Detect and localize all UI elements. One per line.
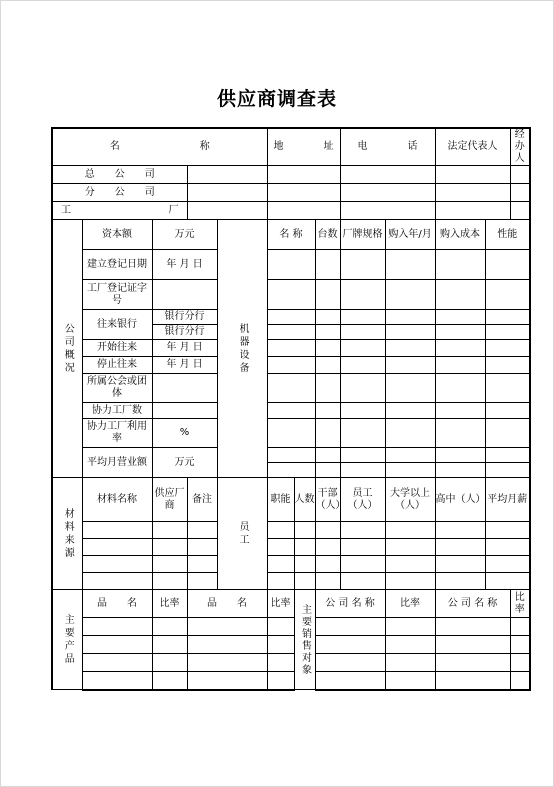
- factory-legal-cell[interactable]: [435, 202, 510, 220]
- sales-col-ratio-1: 比率: [385, 590, 435, 618]
- machine-col-count: 台数: [315, 220, 340, 250]
- name-header: 名 称: [52, 128, 267, 166]
- blank-cell[interactable]: [152, 556, 187, 573]
- blank-cell[interactable]: [435, 539, 485, 556]
- blank-cell[interactable]: [385, 419, 435, 448]
- blank-cell[interactable]: [385, 573, 435, 590]
- blank-cell[interactable]: [385, 672, 435, 690]
- staff-label: 员工: [217, 478, 267, 590]
- machine-col-purchase-date: 购入年/月: [385, 220, 435, 250]
- blank-cell[interactable]: [152, 618, 187, 636]
- blank-cell[interactable]: [82, 672, 152, 690]
- blank-cell[interactable]: [435, 357, 485, 374]
- sales-col-company-1: 公 司 名 称: [315, 590, 385, 618]
- stop-label: 停止往来: [82, 357, 152, 374]
- blank-cell[interactable]: [385, 448, 435, 463]
- blank-cell[interactable]: [340, 403, 385, 419]
- factory-row: [52, 202, 530, 220]
- table-row: [52, 448, 530, 463]
- blank-cell[interactable]: [187, 573, 217, 590]
- blank-cell[interactable]: [485, 448, 530, 463]
- coop-util-label: 协力工厂利用率: [82, 419, 152, 448]
- blank-cell[interactable]: [340, 419, 385, 448]
- table-row: [52, 672, 530, 690]
- branch-handler-cell[interactable]: [510, 184, 530, 202]
- factory-handler-cell[interactable]: [510, 202, 530, 220]
- factory-label: 工 厂: [52, 202, 187, 220]
- machine-equipment-label: 机器设备: [217, 220, 267, 478]
- blank-cell[interactable]: [435, 654, 510, 672]
- blank-cell[interactable]: [315, 403, 340, 419]
- blank-cell[interactable]: [152, 654, 187, 672]
- blank-cell[interactable]: [315, 463, 340, 478]
- machine-col-brand: 厂牌规格: [340, 220, 385, 250]
- blank-cell[interactable]: [315, 636, 385, 654]
- blank-cell[interactable]: [435, 403, 485, 419]
- blank-cell[interactable]: [485, 419, 530, 448]
- bank-branch-2[interactable]: 银行分行: [152, 325, 217, 340]
- blank-cell[interactable]: [294, 522, 315, 539]
- blank-cell[interactable]: [385, 357, 435, 374]
- blank-cell[interactable]: [385, 403, 435, 419]
- blank-cell[interactable]: [385, 310, 435, 325]
- blank-cell[interactable]: [435, 556, 485, 573]
- blank-cell[interactable]: [82, 522, 152, 539]
- branch-address-cell[interactable]: [267, 184, 340, 202]
- table-row: [52, 403, 530, 419]
- blank-cell[interactable]: [267, 403, 315, 419]
- capital-label: 资本额: [82, 220, 152, 250]
- blank-cell[interactable]: [435, 419, 485, 448]
- blank-cell[interactable]: [435, 522, 485, 539]
- material-col-supplier: 供应厂商: [152, 478, 187, 522]
- blank-cell[interactable]: [485, 539, 530, 556]
- header-row: [52, 128, 530, 166]
- blank-cell[interactable]: [267, 419, 315, 448]
- material-col-name: 材料名称: [82, 478, 152, 522]
- blank-cell[interactable]: [267, 340, 315, 357]
- blank-cell[interactable]: [485, 310, 530, 325]
- blank-cell[interactable]: [315, 325, 340, 340]
- main-sales-label: 主要销售对象: [294, 590, 315, 690]
- blank-cell[interactable]: [294, 573, 315, 590]
- blank-cell[interactable]: [385, 463, 435, 478]
- blank-cell[interactable]: [187, 522, 217, 539]
- blank-cell[interactable]: [267, 672, 294, 690]
- blank-cell[interactable]: [485, 357, 530, 374]
- table-row: [52, 374, 530, 403]
- blank-cell[interactable]: [187, 556, 217, 573]
- blank-cell[interactable]: [340, 573, 385, 590]
- coop-count-label: 协力工厂数: [82, 403, 152, 419]
- page-title: 供应商调查表: [216, 88, 337, 110]
- blank-cell[interactable]: [385, 618, 435, 636]
- factory-name-cell[interactable]: [187, 202, 267, 220]
- blank-cell[interactable]: [82, 636, 152, 654]
- staff-col-college: 大学以上（人）: [385, 478, 435, 522]
- blank-cell[interactable]: [435, 250, 485, 280]
- blank-cell[interactable]: [187, 539, 217, 556]
- head-office-phone-cell[interactable]: [340, 166, 435, 184]
- table-row: [52, 357, 530, 374]
- blank-cell[interactable]: [340, 280, 385, 310]
- sales-col-company-2: 公 司 名 称: [435, 590, 510, 618]
- blank-cell[interactable]: [315, 522, 340, 539]
- blank-cell[interactable]: [435, 340, 485, 357]
- blank-cell[interactable]: [315, 672, 385, 690]
- factory-reg-value[interactable]: [152, 280, 217, 310]
- blank-cell[interactable]: [315, 556, 340, 573]
- table-row: [52, 478, 530, 522]
- blank-cell[interactable]: [82, 618, 152, 636]
- blank-cell[interactable]: [267, 654, 294, 672]
- blank-cell[interactable]: [187, 618, 267, 636]
- blank-cell[interactable]: [485, 403, 530, 419]
- blank-cell[interactable]: [385, 340, 435, 357]
- blank-cell[interactable]: [385, 325, 435, 340]
- blank-cell[interactable]: [315, 654, 385, 672]
- factory-reg-label: 工厂登记证字号: [82, 280, 152, 310]
- coop-util-percent[interactable]: %: [152, 419, 217, 448]
- blank-cell[interactable]: [385, 374, 435, 403]
- table-row: [52, 539, 530, 556]
- blank-cell[interactable]: [435, 448, 485, 463]
- blank-cell[interactable]: [315, 618, 385, 636]
- sales-col-ratio-2: 比率: [510, 590, 530, 618]
- staff-col-employee: 员工（人）: [340, 478, 385, 522]
- blank-cell[interactable]: [485, 463, 530, 478]
- blank-cell[interactable]: [510, 636, 530, 654]
- reg-date-label: 建立登记日期: [82, 250, 152, 280]
- blank-cell[interactable]: [385, 556, 435, 573]
- blank-cell[interactable]: [315, 573, 340, 590]
- blank-cell[interactable]: [267, 325, 315, 340]
- table-row: [52, 280, 530, 310]
- phone-header: 电 话: [340, 128, 435, 166]
- blank-cell[interactable]: [485, 340, 530, 357]
- head-office-address-cell[interactable]: [267, 166, 340, 184]
- blank-cell[interactable]: [340, 463, 385, 478]
- handler-header: 经办人: [510, 128, 530, 166]
- blank-cell[interactable]: [82, 573, 152, 590]
- blank-cell[interactable]: [152, 522, 187, 539]
- blank-cell[interactable]: [435, 573, 485, 590]
- blank-cell[interactable]: [510, 618, 530, 636]
- reg-date-value[interactable]: 年 月 日: [152, 250, 217, 280]
- blank-cell[interactable]: [340, 250, 385, 280]
- blank-cell[interactable]: [294, 539, 315, 556]
- head-office-row: [52, 166, 530, 184]
- branch-row: [52, 184, 530, 202]
- blank-cell[interactable]: [294, 556, 315, 573]
- blank-cell[interactable]: [315, 357, 340, 374]
- table-row: [52, 250, 530, 280]
- machine-col-performance: 性能: [485, 220, 530, 250]
- blank-cell[interactable]: [267, 280, 315, 310]
- table-row: [52, 522, 530, 539]
- blank-cell[interactable]: [340, 340, 385, 357]
- blank-cell[interactable]: [315, 539, 340, 556]
- blank-cell[interactable]: [510, 672, 530, 690]
- table-row: [52, 654, 530, 672]
- blank-cell[interactable]: [340, 357, 385, 374]
- table-row: [52, 220, 530, 250]
- blank-cell[interactable]: [315, 280, 340, 310]
- blank-cell[interactable]: [82, 539, 152, 556]
- blank-cell[interactable]: [510, 654, 530, 672]
- blank-cell[interactable]: [340, 448, 385, 463]
- legal-rep-header: 法定代表人: [435, 128, 510, 166]
- blank-cell[interactable]: [485, 280, 530, 310]
- product-col-ratio-2: 比率: [267, 590, 294, 618]
- blank-cell[interactable]: [187, 654, 267, 672]
- main-products-label: 主要产品: [52, 590, 82, 690]
- branch-phone-cell[interactable]: [340, 184, 435, 202]
- product-col-ratio-1: 比率: [152, 590, 187, 618]
- head-office-label: 总 公 司: [52, 166, 187, 184]
- blank-cell[interactable]: [435, 310, 485, 325]
- table-row: [52, 419, 530, 448]
- blank-cell[interactable]: [267, 636, 294, 654]
- blank-cell[interactable]: [435, 325, 485, 340]
- blank-cell[interactable]: [435, 374, 485, 403]
- blank-cell[interactable]: [267, 618, 294, 636]
- blank-cell[interactable]: [152, 636, 187, 654]
- blank-cell[interactable]: [267, 463, 315, 478]
- staff-col-function: 职能: [267, 478, 294, 522]
- blank-cell[interactable]: [385, 539, 435, 556]
- product-col-name-2: 品 名: [187, 590, 267, 618]
- table-row: [52, 310, 530, 325]
- factory-address-cell[interactable]: [267, 202, 340, 220]
- material-col-remark: 备注: [187, 478, 217, 522]
- table-row: [52, 556, 530, 573]
- blank-cell[interactable]: [82, 556, 152, 573]
- blank-cell[interactable]: [187, 672, 267, 690]
- blank-cell[interactable]: [435, 280, 485, 310]
- blank-cell[interactable]: [267, 250, 315, 280]
- machine-col-cost: 购入成本: [435, 220, 485, 250]
- blank-cell[interactable]: [435, 672, 510, 690]
- blank-cell[interactable]: [385, 280, 435, 310]
- capital-unit: 万元: [152, 220, 217, 250]
- factory-phone-cell[interactable]: [340, 202, 435, 220]
- blank-cell[interactable]: [485, 522, 530, 539]
- start-date[interactable]: 年 月 日: [152, 340, 217, 357]
- blank-cell[interactable]: [340, 539, 385, 556]
- blank-cell[interactable]: [340, 374, 385, 403]
- blank-cell[interactable]: [485, 573, 530, 590]
- blank-cell[interactable]: [315, 310, 340, 325]
- blank-cell[interactable]: [485, 325, 530, 340]
- start-label: 开始往来: [82, 340, 152, 357]
- assoc-label: 所属公会或团体: [82, 374, 152, 403]
- blank-cell[interactable]: [152, 573, 187, 590]
- blank-cell[interactable]: [385, 522, 435, 539]
- blank-cell[interactable]: [267, 556, 294, 573]
- blank-cell[interactable]: [267, 374, 315, 403]
- blank-cell[interactable]: [267, 448, 315, 463]
- blank-cell[interactable]: [267, 522, 294, 539]
- blank-cell[interactable]: [152, 672, 187, 690]
- blank-cell[interactable]: [267, 573, 294, 590]
- blank-cell[interactable]: [485, 374, 530, 403]
- blank-cell[interactable]: [340, 522, 385, 539]
- avg-revenue-unit: 万元: [152, 448, 217, 478]
- blank-cell[interactable]: [435, 618, 510, 636]
- blank-cell[interactable]: [315, 448, 340, 463]
- branch-label: 分 公 司: [52, 184, 187, 202]
- branch-legal-cell[interactable]: [435, 184, 510, 202]
- blank-cell[interactable]: [385, 636, 435, 654]
- blank-cell[interactable]: [315, 250, 340, 280]
- avg-revenue-label: 平均月营业额: [82, 448, 152, 478]
- product-col-name-1: 品 名: [82, 590, 152, 618]
- blank-cell[interactable]: [187, 636, 267, 654]
- address-header: 地 址: [267, 128, 340, 166]
- blank-cell[interactable]: [315, 340, 340, 357]
- blank-cell[interactable]: [385, 654, 435, 672]
- blank-cell[interactable]: [340, 310, 385, 325]
- blank-cell[interactable]: [152, 539, 187, 556]
- stop-date[interactable]: 年 月 日: [152, 357, 217, 374]
- head-office-name-cell[interactable]: [187, 166, 267, 184]
- table-row: [52, 636, 530, 654]
- table-row: [52, 573, 530, 590]
- staff-col-cadre: 干部（人）: [315, 478, 340, 522]
- blank-cell[interactable]: [485, 250, 530, 280]
- blank-cell[interactable]: [315, 419, 340, 448]
- table-row: [52, 618, 530, 636]
- blank-cell[interactable]: [340, 325, 385, 340]
- staff-col-highschool: 高中（人）: [435, 478, 485, 522]
- staff-col-avg-salary: 平均月薪: [485, 478, 530, 522]
- branch-name-cell[interactable]: [187, 184, 267, 202]
- blank-cell[interactable]: [485, 556, 530, 573]
- blank-cell[interactable]: [435, 636, 510, 654]
- blank-cell[interactable]: [267, 310, 315, 325]
- head-office-handler-cell[interactable]: [510, 166, 530, 184]
- blank-cell[interactable]: [435, 463, 485, 478]
- coop-count-value[interactable]: [152, 403, 217, 419]
- blank-cell[interactable]: [267, 357, 315, 374]
- machine-col-name: 名 称: [267, 220, 315, 250]
- company-overview-label: 公司概况: [52, 220, 82, 478]
- bank-label: 往来银行: [82, 310, 152, 340]
- assoc-value[interactable]: [152, 374, 217, 403]
- table-row: [52, 590, 530, 618]
- head-office-legal-cell[interactable]: [435, 166, 510, 184]
- blank-cell[interactable]: [82, 654, 152, 672]
- table-row: [52, 340, 530, 357]
- supplier-survey-form: [51, 127, 531, 691]
- blank-cell[interactable]: [315, 374, 340, 403]
- bank-branch-1[interactable]: 银行分行: [152, 310, 217, 325]
- blank-cell[interactable]: [385, 250, 435, 280]
- blank-cell[interactable]: [340, 556, 385, 573]
- material-source-label: 材料来源: [52, 478, 82, 590]
- blank-cell[interactable]: [267, 539, 294, 556]
- staff-col-count: 人数: [294, 478, 315, 522]
